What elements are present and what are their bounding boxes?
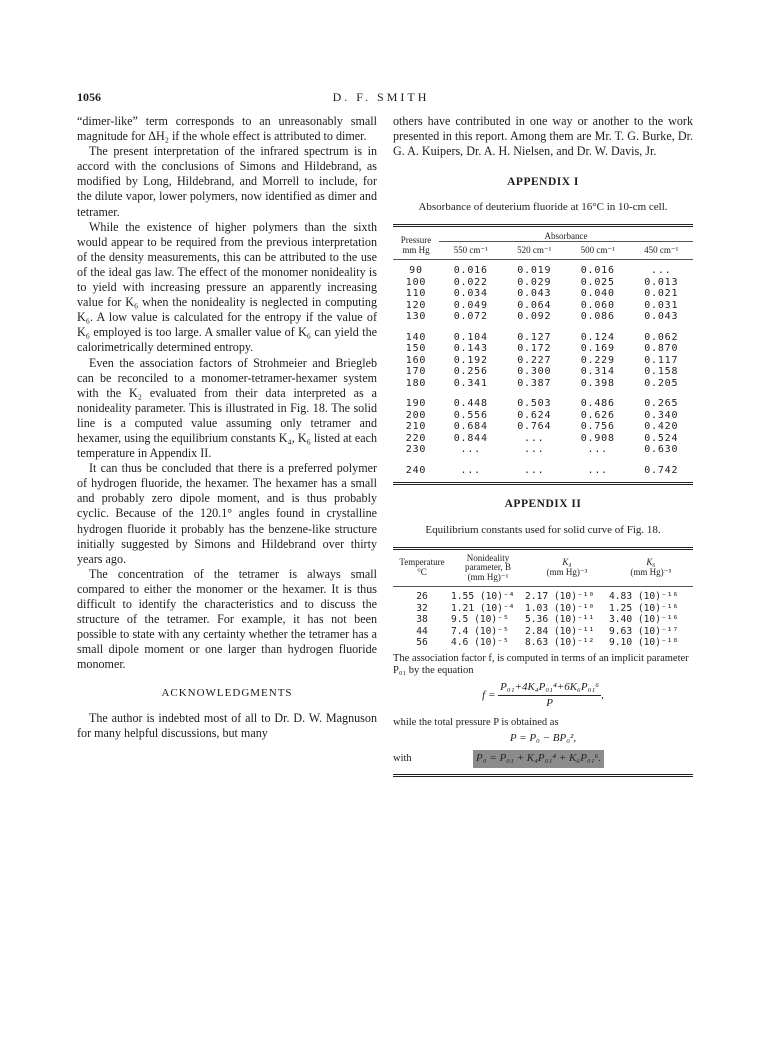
absorbance-cell: 0.062 [644,331,679,343]
absorbance-cell: 0.486 [580,398,615,410]
table-row [393,421,693,433]
absorbance-cell: 0.503 [517,398,552,410]
pressure-cell: 150 [405,343,427,355]
absorbance-cell: 0.256 [453,366,488,378]
equation-f: f = $\frac{\text{P₀₁+4K₄P₀₁⁴+6K₆P₀₁⁶}}{P}$ , [482,680,604,709]
pressure-cell: 160 [405,354,427,366]
col-header-k6: K₆ (mm Hg)⁻⁵ [609,548,693,587]
absorbance-cell: 0.127 [517,331,552,343]
table-row [393,378,693,390]
absorbance-cell: 0.265 [644,398,679,410]
absorbance-cell: 0.630 [644,444,679,456]
absorbance-cell: 0.756 [580,421,615,433]
absorbance-cell: 0.060 [580,299,615,311]
absorbance-cell: 0.043 [644,311,679,323]
absorbance-cell: 0.227 [517,354,552,366]
col-header-nonideality: Nonideality parameter, B (mm Hg)⁻¹ [451,548,525,587]
col-header-450: 450 cm⁻¹ [630,242,694,260]
temperature-cell: 56 [416,637,428,649]
k6-cell: 4.83 (10)⁻¹⁶ [609,591,679,603]
table-row [393,587,693,603]
absorbance-cell: 0.624 [517,409,552,421]
absorbance-cell: 0.064 [517,299,552,311]
paragraph: Even the association factors of Strohmeier and Briegleb can be reconciled to a monomer-tetramer-hexamer system with the K₂ evaluated from their data interpreted as a nonideality parameter. This is illustrated in Fig. 18. The solid line is a computed value assuming only tetramer and hexamer, using the equilibrium constants K₄, K₆ listed at each temperature in Appendix II. [77,355,377,461]
absorbance-cell: 0.022 [453,276,488,288]
absorbance-cell: 0.169 [580,343,615,355]
temperature-cell: 32 [416,602,428,614]
table-row [393,389,693,410]
with-text: with [393,753,412,765]
pressure-cell: 140 [405,331,427,343]
table-row [393,260,693,277]
equilibrium-table-body [393,587,693,649]
absorbance-cell: 0.117 [644,354,679,366]
table-row [393,343,693,355]
absorbance-cell: 0.229 [580,354,615,366]
bottom-rule [393,774,693,777]
paragraph: While the existence of higher polymers than the sixth would appear to be required from the previous interpretation of the density measurements, this can be attributed to the use of the ideal gas law. The effect of the monomer nonideality is to yield with increasing pressure an apparently increasing value for K₆ when the nonideality is neglected in computing K₆. A low value is calculated for the entropy if the value of K₆ employed is too large. A smaller value of K₆ can yield the calorimetrically determined entropy. [77,219,377,355]
temperature-cell: 44 [416,625,428,637]
table-row [393,456,693,477]
acknowledgments-text: The author is indebted most of all to Dr. D. W. Magnuson for many helpful discussions, but many [77,710,377,740]
absorbance-cell: 0.387 [517,377,552,389]
paragraph: The concentration of the tetramer is always small compared to either the monomer or the hexamer. It is thus difficult to identify the characteristics and to discuss the structure of the tetramer. For example, it has not been possible to state with any certainty whether the tetramer has a small dipole moment or one larger than hydrogen fluoride monomer. [77,566,377,672]
col-header-k4: K₄ (mm Hg)⁻³ [525,548,609,587]
k6-cell: 1.25 (10)⁻¹⁶ [609,602,679,614]
absorbance-cell: 0.205 [644,377,679,389]
pressure-cell: 130 [405,311,427,323]
table-row [393,366,693,378]
absorbance-cell: 0.124 [580,331,615,343]
paragraph: It can thus be concluded that there is a preferred polymer of hydrogen fluoride, the hexamer. The hexamer has a small and probably zero dipole moment, and is thus probably cyclic. Because of the 120.1° angles found in crystalline hydrogen fluoride it probably has the benzene-like structure initially suggested by Simons and Hildebrand over thirty years ago. [77,461,377,566]
equation-p: P = P₀ − BP₀², [509,732,577,745]
table-note: The association factor f, is computed in terms of an implicit parameter P₀₁ by the equation [393,652,689,677]
paragraph: “dimer-like” term corresponds to an unreasonably small magnitude for ΔH₂ if the whole effect is attributed to dimer. [77,114,377,144]
k6-cell: 3.40 (10)⁻¹⁶ [609,614,679,626]
absorbance-cell: 0.172 [517,343,552,355]
absorbance-cell: 0.021 [644,288,679,300]
absorbance-cell: 0.192 [453,354,488,366]
table-row [393,311,693,323]
absorbance-cell: 0.742 [644,464,679,476]
while-text: while the total pressure P is obtained as [393,716,559,728]
absorbance-cell: 0.143 [453,343,488,355]
absorbance-cell: 0.341 [453,377,488,389]
table-row [393,410,693,422]
pressure-cell: 200 [405,409,427,421]
k6-cell: 9.63 (10)⁻¹⁷ [609,625,679,637]
page-number: 1056 [77,90,101,104]
absorbance-cell: ... [587,444,608,456]
absorbance-cell: ... [524,444,545,456]
col-header-pressure: Pressure mm Hg [393,226,439,260]
absorbance-cell: 0.420 [644,421,679,433]
absorbance-cell: 0.684 [453,421,488,433]
absorbance-cell: 0.448 [453,398,488,410]
paragraph: The present interpretation of the infrared spectrum is in accord with the conclusions of Simons and Hildebrand, as modified by Long, Hildebrand, and Morrell to include, for the dilute vapor, lower polymers, now identified as dimer and tetramer. [77,144,377,219]
equation-p0: P₀ = P₀₁ + K₄P₀₁⁴ + K₆P₀₁⁶. [473,750,604,767]
absorbance-cell: 0.013 [644,276,679,288]
absorbance-table [393,224,693,485]
pressure-cell: 230 [405,444,427,456]
table-row [393,355,693,367]
absorbance-cell: 0.092 [517,311,552,323]
pressure-cell: 110 [405,288,427,300]
k4-cell: 2.84 (10)⁻¹¹ [525,625,595,637]
absorbance-table-body [393,260,693,477]
acknowledgments-heading: ACKNOWLEDGMENTS [161,687,293,700]
absorbance-cell: 0.031 [644,299,679,311]
absorbance-cell: 0.844 [453,432,488,444]
nonideality-cell: 4.6 (10)⁻⁵ [451,637,509,649]
nonideality-cell: 1.21 (10)⁻⁴ [451,602,515,614]
paragraph: others have contributed in one way or another to the work presented in this report. Among them are Mr. T. G. Burke, Dr. G. A. Kuipers, Dr. A. H. Nielsen, and Dr. W. Davis, Jr. [393,114,693,159]
absorbance-cell: 0.908 [580,432,615,444]
absorbance-cell: 0.019 [517,265,552,277]
running-head: D. F. SMITH [332,90,430,104]
absorbance-cell: 0.626 [580,409,615,421]
absorbance-cell: 0.034 [453,288,488,300]
absorbance-cell: ... [460,444,481,456]
k6-cell: 9.10 (10)⁻¹⁸ [609,637,679,649]
appendix-2-title: APPENDIX II [504,498,582,511]
col-header-500: 500 cm⁻¹ [566,242,630,260]
absorbance-cell: ... [587,464,608,476]
table-row [393,300,693,312]
absorbance-cell: 0.043 [517,288,552,300]
table-row [393,626,693,638]
absorbance-cell: ... [460,464,481,476]
absorbance-cell: 0.029 [517,276,552,288]
absorbance-cell: 0.025 [580,276,615,288]
table-row [393,614,693,626]
k4-cell: 2.17 (10)⁻¹⁰ [525,591,595,603]
table-row [393,637,693,649]
equation-p0-row [393,750,693,767]
k4-cell: 5.36 (10)⁻¹¹ [525,614,595,626]
pressure-cell: 180 [405,377,427,389]
table-row [393,444,693,456]
col-header-absorbance: Absorbance [439,226,693,242]
absorbance-cell: 0.300 [517,366,552,378]
appendix-1-caption: Absorbance of deuterium fluoride at 16°C in 10-cm cell. [418,201,668,214]
left-column [77,114,377,741]
absorbance-cell: 0.040 [580,288,615,300]
absorbance-cell: 0.086 [580,311,615,323]
table-row [393,277,693,289]
absorbance-cell: ... [651,265,672,277]
absorbance-cell: 0.556 [453,409,488,421]
pressure-cell: 240 [405,464,427,476]
temperature-cell: 38 [416,614,428,626]
absorbance-cell: 0.764 [517,421,552,433]
nonideality-cell: 9.5 (10)⁻⁵ [451,614,509,626]
absorbance-cell: 0.104 [453,331,488,343]
pressure-cell: 190 [405,398,427,410]
table-row [393,323,693,344]
absorbance-cell: 0.016 [453,265,488,277]
nonideality-cell: 1.55 (10)⁻⁴ [451,591,515,603]
appendix-1-title: APPENDIX I [507,176,579,189]
absorbance-cell: 0.158 [644,366,679,378]
pressure-cell: 220 [405,432,427,444]
absorbance-cell: 0.049 [453,299,488,311]
absorbance-cell: 0.524 [644,432,679,444]
absorbance-cell: 0.398 [580,377,615,389]
temperature-cell: 26 [416,591,428,603]
absorbance-cell: ... [524,432,545,444]
appendix-2-caption: Equilibrium constants used for solid curve of Fig. 18. [425,523,661,536]
pressure-cell: 90 [409,265,423,277]
nonideality-cell: 7.4 (10)⁻⁵ [451,625,509,637]
equilibrium-table [393,547,693,649]
pressure-cell: 210 [405,421,427,433]
pressure-cell: 120 [405,299,427,311]
page-header [77,90,685,106]
absorbance-cell: 0.072 [453,311,488,323]
absorbance-cell: 0.340 [644,409,679,421]
pressure-cell: 170 [405,366,427,378]
absorbance-cell: 0.870 [644,343,679,355]
table-row [393,433,693,445]
absorbance-cell: 0.016 [580,265,615,277]
k4-cell: 1.03 (10)⁻¹⁰ [525,602,595,614]
table-row [393,603,693,615]
col-header-550: 550 cm⁻¹ [439,242,503,260]
col-header-temperature: Temperature °C [393,548,451,587]
table-row [393,288,693,300]
pressure-cell: 100 [405,276,427,288]
right-column [393,114,693,777]
k4-cell: 8.63 (10)⁻¹² [525,637,595,649]
col-header-520: 520 cm⁻¹ [503,242,567,260]
absorbance-cell: 0.314 [580,366,615,378]
absorbance-cell: ... [524,464,545,476]
